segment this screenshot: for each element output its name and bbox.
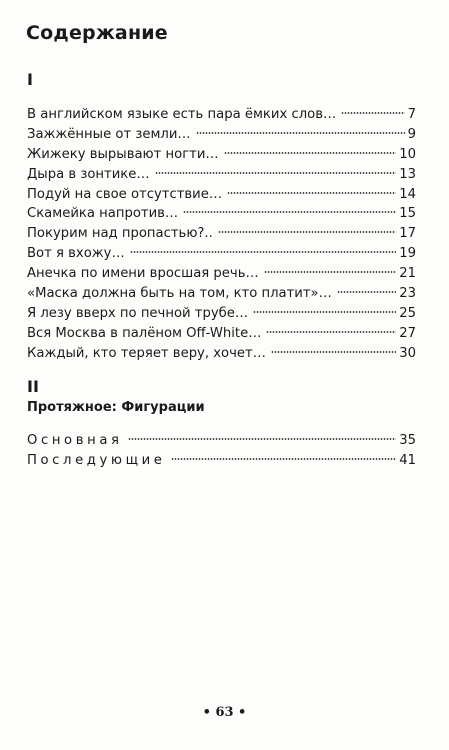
toc-entry-title: «Маска должна быть на том, кто платит»… bbox=[27, 286, 332, 302]
toc-entry[interactable] bbox=[27, 105, 416, 125]
toc-entry-page: 17 bbox=[399, 226, 416, 242]
toc-entry[interactable] bbox=[27, 344, 416, 364]
toc-entry-title: Последующие bbox=[27, 452, 166, 468]
leader-dots bbox=[264, 270, 397, 274]
toc-entry-title: Скамейка напротив… bbox=[27, 206, 179, 222]
toc-entry[interactable] bbox=[27, 125, 416, 145]
toc-entry-title: Зажжённые от земли… bbox=[27, 126, 191, 142]
toc-entry-title: Подуй на свое отсутствие… bbox=[27, 186, 223, 202]
toc-entry-title: Анечка по имени вросшая речь… bbox=[27, 266, 259, 282]
contents-heading: Содержание bbox=[26, 22, 168, 44]
toc-entry-page: 13 bbox=[399, 166, 416, 182]
toc-entry[interactable] bbox=[27, 324, 416, 344]
toc-entry-title: Я лезу вверх по печной трубе… bbox=[27, 305, 249, 321]
section-subtitle: Протяжное: Фигурации bbox=[27, 400, 205, 415]
leader-dots bbox=[196, 131, 405, 135]
toc-entry-title: Вся Москва в палёном Off-White… bbox=[27, 325, 262, 341]
toc-entry[interactable] bbox=[27, 451, 416, 471]
toc-entry-page: 7 bbox=[407, 107, 416, 122]
toc-entry-title: Каждый, кто теряет веру, хочет… bbox=[27, 345, 266, 361]
toc-entry-page: 10 bbox=[399, 146, 416, 162]
section-numeral-2: II bbox=[27, 377, 39, 396]
toc-entry[interactable] bbox=[27, 431, 416, 451]
leader-dots bbox=[224, 151, 397, 155]
toc-entry-page: 35 bbox=[399, 433, 416, 448]
page-number: • 63 • bbox=[202, 705, 247, 720]
toc-entry-page: 27 bbox=[399, 325, 416, 341]
toc-entry-title: Основная bbox=[27, 433, 123, 448]
toc-entry-page: 30 bbox=[399, 345, 416, 361]
leader-dots bbox=[227, 191, 396, 195]
leader-dots bbox=[155, 171, 397, 175]
toc-list-section-2 bbox=[27, 431, 416, 471]
toc-entry[interactable] bbox=[27, 204, 416, 224]
toc-list-section-1 bbox=[27, 105, 416, 364]
toc-entry-title: Покурим над пропастью?.. bbox=[27, 226, 213, 242]
toc-entry-page: 15 bbox=[399, 206, 416, 222]
leader-dots bbox=[128, 437, 397, 441]
leader-dots bbox=[271, 350, 396, 354]
toc-entry-title: Вот я вхожу… bbox=[27, 246, 125, 262]
toc-entry[interactable] bbox=[27, 165, 416, 185]
toc-entry-page: 21 bbox=[399, 266, 416, 282]
toc-entry-title: Жижеку вырывают ногти… bbox=[27, 146, 219, 162]
section-numeral-1: I bbox=[27, 70, 33, 89]
toc-entry-page: 41 bbox=[399, 452, 416, 468]
leader-dots bbox=[130, 250, 397, 254]
leader-dots bbox=[341, 111, 404, 115]
toc-entry-title: Дыра в зонтике… bbox=[27, 166, 150, 182]
leader-dots bbox=[218, 230, 396, 234]
toc-entry[interactable] bbox=[27, 264, 416, 284]
toc-entry-page: 19 bbox=[399, 246, 416, 262]
toc-entry[interactable] bbox=[27, 244, 416, 264]
leader-dots bbox=[171, 457, 397, 461]
toc-entry-title: В английском языке есть пара ёмких слов… bbox=[27, 107, 337, 122]
toc-entry-page: 9 bbox=[407, 126, 416, 142]
toc-entry[interactable] bbox=[27, 284, 416, 304]
toc-entry[interactable] bbox=[27, 185, 416, 205]
toc-entry-page: 23 bbox=[399, 286, 416, 302]
leader-dots bbox=[266, 330, 396, 334]
toc-entry[interactable] bbox=[27, 224, 416, 244]
toc-entry[interactable] bbox=[27, 304, 416, 324]
leader-dots bbox=[337, 290, 396, 294]
leader-dots bbox=[183, 210, 396, 214]
leader-dots bbox=[253, 310, 396, 314]
toc-entry-page: 25 bbox=[399, 305, 416, 321]
toc-entry-page: 14 bbox=[399, 186, 416, 202]
toc-entry[interactable] bbox=[27, 145, 416, 165]
